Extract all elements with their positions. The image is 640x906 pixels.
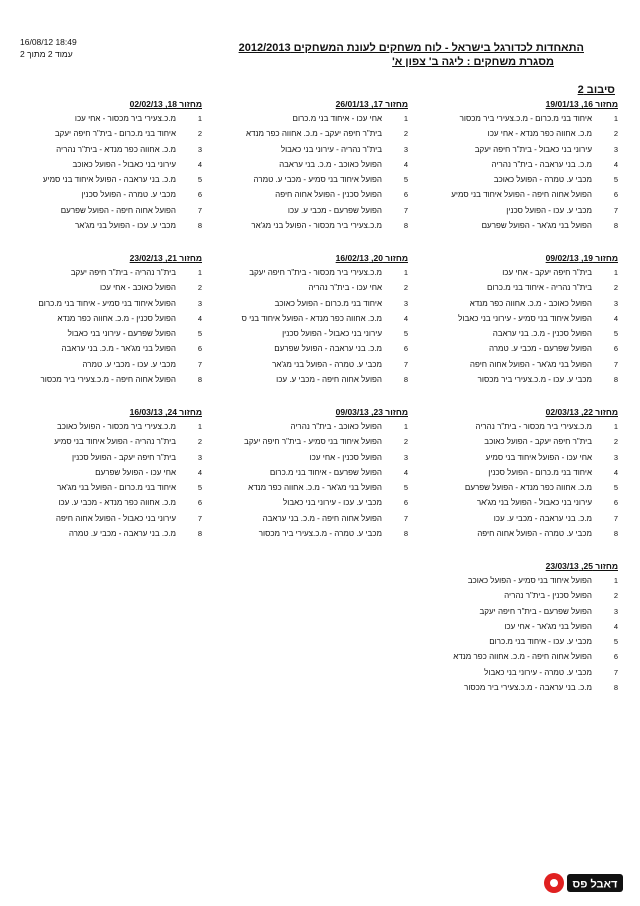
fixture-teams: מכבי ע. טמרה - הפועל סכנין bbox=[81, 190, 176, 200]
fixture-row bbox=[438, 280, 618, 295]
matchday-header: מחזור 18, 02/02/13 bbox=[129, 99, 202, 109]
fixture-teams: אחי עכו - הפועל איחוד בני סמיע bbox=[485, 452, 592, 462]
fixture-row bbox=[228, 526, 408, 541]
fixture-number: 2 bbox=[613, 129, 618, 139]
fixture-number: 3 bbox=[403, 452, 408, 462]
fixture-row bbox=[438, 142, 618, 157]
fixture-teams: הפועל בני מג'אר - מ.כ. אחווה כפר מנדא bbox=[248, 483, 382, 493]
fixture-teams: הפועל סכנין - מ.כ. בני עראבה bbox=[492, 329, 592, 339]
fixture-row bbox=[438, 511, 618, 526]
document-title: התאחדות לכדורגל בישראל - לוח משחקים לעונת המשחקים 2012/2013 bbox=[238, 42, 584, 54]
fixture-row bbox=[228, 280, 408, 295]
fixture-row bbox=[228, 187, 408, 202]
fixture-number: 3 bbox=[613, 606, 618, 616]
fixture-number: 3 bbox=[403, 144, 408, 154]
fixture-number: 1 bbox=[403, 114, 408, 123]
fixture-row bbox=[438, 495, 618, 510]
fixture-row bbox=[22, 265, 202, 280]
fixture-row bbox=[22, 326, 202, 341]
fixture-teams: מ.כ. אחווה כפר מנדא - הפועל איחוד בני ס bbox=[241, 313, 382, 323]
fixture-row bbox=[228, 372, 408, 387]
fixture-teams: מ.כ.צעירי ביר מכסור - בית"ר נהריה bbox=[475, 422, 592, 431]
fixture-teams: הפועל איחוד בני סמיע - איחוד בני מ.כרום bbox=[38, 298, 176, 308]
fixture-number: 1 bbox=[613, 422, 618, 431]
fixture-number: 7 bbox=[403, 513, 408, 523]
fixture-row bbox=[438, 126, 618, 141]
fixture-number: 1 bbox=[613, 114, 618, 123]
fixture-row bbox=[22, 465, 202, 480]
fixture-number: 3 bbox=[613, 298, 618, 308]
fixture-teams: הפועל אחוה חיפה - הפועל שפרעם bbox=[60, 205, 176, 215]
matchday-header: מחזור 24, 16/03/13 bbox=[129, 407, 202, 417]
fixture-row bbox=[438, 187, 618, 202]
fixture-teams: מכבי ע. טמרה - הפועל כאוכב bbox=[493, 175, 592, 185]
fixture-number: 4 bbox=[403, 159, 408, 169]
fixture-number: 8 bbox=[197, 221, 202, 231]
logo-text: דאבל פס bbox=[572, 878, 618, 891]
matchday-block bbox=[438, 559, 618, 695]
fixture-row bbox=[438, 111, 618, 126]
fixture-number: 7 bbox=[613, 359, 618, 369]
fixture-teams: מכבי ע. טמרה - עירוני בני כאבול bbox=[484, 667, 592, 677]
fixture-teams: הפועל סכנין - מ.כ. אחווה כפר מנדא bbox=[57, 313, 176, 323]
fixture-teams: מכבי ע. עכו - מ.כ.צעירי ביר מכסור bbox=[477, 375, 592, 385]
fixture-row bbox=[438, 604, 618, 619]
fixture-row bbox=[228, 480, 408, 495]
fixture-number: 2 bbox=[403, 283, 408, 293]
fixture-number: 5 bbox=[613, 175, 618, 185]
fixture-teams: בית"ר נהריה - הפועל איחוד בני סמיע bbox=[54, 437, 176, 447]
fixture-row bbox=[438, 450, 618, 465]
fixture-row bbox=[438, 526, 618, 541]
fixture-number: 8 bbox=[197, 375, 202, 385]
matchday-header: מחזור 17, 26/01/13 bbox=[335, 99, 408, 109]
fixture-number: 7 bbox=[613, 205, 618, 215]
matchday-block bbox=[228, 405, 408, 541]
fixture-row bbox=[438, 465, 618, 480]
fixture-number: 4 bbox=[197, 159, 202, 169]
fixture-teams: מכבי ע. עכו - הפועל בני מג'אר bbox=[75, 221, 176, 231]
fixture-row bbox=[228, 326, 408, 341]
fixture-teams: הפועל שפרעם - מכבי ע. עכו bbox=[287, 205, 382, 215]
fixture-number: 4 bbox=[403, 467, 408, 477]
fixture-row bbox=[438, 157, 618, 172]
fixture-row bbox=[22, 126, 202, 141]
fixture-teams: מ.כ. אחווה כפר מנדא - אחי עכו bbox=[487, 129, 592, 139]
fixture-number: 6 bbox=[403, 498, 408, 508]
fixture-teams: אחי עכו - בית"ר נהריה bbox=[308, 283, 382, 293]
fixture-number: 2 bbox=[197, 437, 202, 447]
fixture-number: 3 bbox=[403, 298, 408, 308]
fixture-number: 3 bbox=[613, 144, 618, 154]
fixture-row bbox=[228, 511, 408, 526]
fixture-teams: הפועל שפרעם - מכבי ע. טמרה bbox=[488, 344, 592, 354]
fixture-row bbox=[228, 311, 408, 326]
matchday-block bbox=[22, 251, 202, 387]
page-number: עמוד 2 מתוך 2 bbox=[20, 49, 73, 59]
fixture-number: 5 bbox=[197, 483, 202, 493]
fixture-teams: מ.כ. בני עראבה - מ.כ.צעירי ביר מכסור bbox=[464, 683, 592, 693]
fixture-number: 1 bbox=[613, 576, 618, 585]
fixture-row bbox=[22, 296, 202, 311]
fixture-teams: הפועל איחוד בני סמיע - מכבי ע. טמרה bbox=[253, 175, 382, 185]
fixture-number: 6 bbox=[613, 344, 618, 354]
fixture-row bbox=[438, 357, 618, 372]
fixture-number: 6 bbox=[197, 344, 202, 354]
fixture-teams: אחי עכו - איחוד בני מ.כרום bbox=[292, 114, 382, 123]
fixture-row bbox=[228, 126, 408, 141]
fixture-number: 5 bbox=[403, 329, 408, 339]
fixture-number: 2 bbox=[613, 591, 618, 601]
fixture-teams: מ.כ. בני עראבה - מכבי ע. עכו bbox=[493, 513, 592, 523]
fixture-row bbox=[22, 419, 202, 434]
fixture-number: 6 bbox=[403, 190, 408, 200]
fixture-teams: הפועל איחוד בני סמיע - עירוני בני כאבול bbox=[458, 313, 592, 323]
fixture-number: 8 bbox=[403, 375, 408, 385]
fixture-teams: הפועל כאוכב - מ.כ. בני עראבה bbox=[279, 159, 382, 169]
fixture-teams: איחוד בני מ.כרום - הפועל בני מג'אר bbox=[57, 483, 176, 493]
fixture-number: 6 bbox=[613, 652, 618, 662]
fixture-teams: מכבי ע. טמרה - הפועל אחוה חיפה bbox=[477, 529, 592, 539]
fixture-teams: הפועל כאוכב - מ.כ. אחווה כפר מנדא bbox=[469, 298, 592, 308]
fixture-teams: בית"ר נהריה - בית"ר חיפה יעקב bbox=[70, 268, 176, 277]
fixture-teams: בית"ר חיפה יעקב - הפועל סכנין bbox=[71, 452, 176, 462]
fixture-row bbox=[22, 111, 202, 126]
fixture-teams: הפועל שפרעם - איחוד בני מ.כרום bbox=[269, 467, 382, 477]
fixture-teams: הפועל שפרעם - בית"ר חיפה יעקב bbox=[479, 606, 592, 616]
fixture-row bbox=[438, 619, 618, 634]
fixture-teams: הפועל סכנין - בית"ר נהריה bbox=[504, 591, 592, 601]
fixture-number: 3 bbox=[197, 298, 202, 308]
fixture-row bbox=[438, 172, 618, 187]
fixture-row bbox=[228, 419, 408, 434]
fixture-number: 7 bbox=[613, 667, 618, 677]
document-header bbox=[239, 42, 584, 68]
fixture-row bbox=[22, 357, 202, 372]
matchday-header: מחזור 23, 09/03/13 bbox=[335, 407, 408, 417]
fixture-number: 6 bbox=[613, 498, 618, 508]
fixture-number: 1 bbox=[197, 268, 202, 277]
fixture-number: 6 bbox=[613, 190, 618, 200]
fixture-row bbox=[22, 480, 202, 495]
fixture-row bbox=[438, 296, 618, 311]
fixture-teams: מ.כ. בני עראבה - הפועל שפרעם bbox=[274, 344, 382, 354]
matchday-header: מחזור 20, 16/02/13 bbox=[335, 253, 408, 263]
fixture-row bbox=[438, 480, 618, 495]
fixture-teams: מ.כ.צעירי ביר מכסור - אחי עכו bbox=[74, 114, 176, 123]
fixture-number: 4 bbox=[403, 313, 408, 323]
fixture-number: 2 bbox=[403, 437, 408, 447]
fixture-number: 1 bbox=[197, 422, 202, 431]
fixture-row bbox=[22, 203, 202, 218]
fixture-teams: בית"ר נהריה - איחוד בני מ.כרום bbox=[487, 283, 592, 293]
fixture-teams: מ.כ. אחווה כפר מנדא - מכבי ע. עכו bbox=[58, 498, 176, 508]
fixture-row bbox=[228, 341, 408, 356]
fixture-row bbox=[228, 450, 408, 465]
fixture-teams: הפועל אחוה חיפה - הפועל איחוד בני סמיע bbox=[451, 190, 592, 200]
fixture-row bbox=[22, 142, 202, 157]
fixture-teams: עירוני בני כאבול - הפועל בני מג'אר bbox=[476, 498, 592, 508]
fixture-number: 5 bbox=[197, 329, 202, 339]
fixture-row bbox=[438, 265, 618, 280]
fixture-teams: בית"ר חיפה יעקב - מ.כ. אחווה כפר מנדא bbox=[245, 129, 382, 139]
fixture-number: 8 bbox=[613, 529, 618, 539]
fixture-number: 7 bbox=[197, 359, 202, 369]
fixture-teams: הפועל שפרעם - עירוני בני כאבול bbox=[67, 329, 176, 339]
fixture-teams: מ.כ. בני עראבה - מכבי ע. טמרה bbox=[68, 529, 176, 539]
fixture-row bbox=[22, 172, 202, 187]
fixture-number: 1 bbox=[403, 422, 408, 431]
fixture-teams: הפועל סכנין - אחי עכו bbox=[309, 452, 382, 462]
fixture-number: 1 bbox=[197, 114, 202, 123]
fixture-teams: מ.כ.צעירי ביר מכסור - הפועל כאוכב bbox=[57, 422, 176, 431]
fixture-teams: מכבי ע. עכו - איחוד בני מ.כרום bbox=[489, 637, 592, 647]
print-datetime: 16/08/12 18:49 bbox=[20, 37, 77, 47]
fixture-number: 4 bbox=[197, 467, 202, 477]
fixture-teams: עירוני בני כאבול - הפועל אחוה חיפה bbox=[55, 513, 176, 523]
fixture-row bbox=[22, 450, 202, 465]
fixture-row bbox=[22, 280, 202, 295]
matchday-header: מחזור 16, 19/01/13 bbox=[545, 99, 618, 109]
fixture-teams: הפועל אחוה חיפה - מ.כ. אחווה כפר מנדא bbox=[453, 652, 592, 662]
fixture-teams: הפועל כאוכב - אחי עכו bbox=[99, 283, 176, 293]
fixture-teams: הפועל איחוד בני סמיע - בית"ר חיפה יעקב bbox=[244, 437, 382, 447]
fixture-row bbox=[22, 511, 202, 526]
matchday-header: מחזור 19, 09/02/13 bbox=[545, 253, 618, 263]
fixture-number: 4 bbox=[197, 313, 202, 323]
fixture-teams: מכבי ע. טמרה - מ.כ.צעירי ביר מכסור bbox=[258, 529, 382, 539]
fixture-teams: מ.כ. אחווה כפר מנדא - בית"ר נהריה bbox=[56, 144, 176, 154]
fixture-number: 6 bbox=[403, 344, 408, 354]
fixture-number: 7 bbox=[613, 513, 618, 523]
document-subtitle: מסגרת משחקים : ליגה ב' צפון א' bbox=[392, 56, 554, 68]
fixture-number: 4 bbox=[613, 159, 618, 169]
fixture-number: 4 bbox=[613, 467, 618, 477]
fixture-teams: מכבי ע. עכו - מכבי ע. טמרה bbox=[82, 359, 176, 369]
fixture-row bbox=[228, 434, 408, 449]
fixture-row bbox=[22, 526, 202, 541]
fixture-teams: עירוני בני כאבול - הפועל כאוכב bbox=[72, 159, 176, 169]
fixture-teams: עירוני בני כאבול - הפועל סכנין bbox=[282, 329, 382, 339]
fixture-row bbox=[228, 203, 408, 218]
fixture-teams: הפועל אחוה חיפה - מכבי ע. עכו bbox=[276, 375, 382, 385]
fixture-number: 1 bbox=[403, 268, 408, 277]
fixture-row bbox=[438, 311, 618, 326]
fixture-row bbox=[22, 218, 202, 233]
fixture-row bbox=[22, 187, 202, 202]
fixture-row bbox=[438, 680, 618, 695]
fixture-number: 5 bbox=[613, 483, 618, 493]
fixture-row bbox=[438, 419, 618, 434]
fixture-number: 2 bbox=[613, 437, 618, 447]
fixture-number: 8 bbox=[197, 529, 202, 539]
fixture-row bbox=[228, 495, 408, 510]
fixture-teams: הפועל אחוה חיפה - מ.כ. בני עראבה bbox=[262, 513, 382, 523]
fixture-teams: הפועל סכנין - הפועל אחוה חיפה bbox=[275, 190, 382, 200]
fixture-row bbox=[22, 372, 202, 387]
fixture-teams: מ.כ.צעירי ביר מכסור - בית"ר חיפה יעקב bbox=[249, 268, 382, 277]
matchday-block bbox=[438, 251, 618, 387]
matchday-header: מחזור 25, 23/03/13 bbox=[545, 561, 618, 571]
fixture-teams: מ.כ. בני עראבה - בית"ר נהריה bbox=[491, 159, 592, 169]
fixture-row bbox=[22, 495, 202, 510]
fixture-number: 2 bbox=[197, 129, 202, 139]
fixture-number: 2 bbox=[403, 129, 408, 139]
fixture-row bbox=[438, 634, 618, 649]
fixture-number: 8 bbox=[613, 683, 618, 693]
fixture-teams: בית"ר חיפה יעקב - אחי עכו bbox=[502, 268, 592, 277]
matchday-block bbox=[438, 405, 618, 541]
fixture-number: 5 bbox=[197, 175, 202, 185]
fixture-row bbox=[228, 172, 408, 187]
fixture-number: 6 bbox=[197, 190, 202, 200]
fixture-number: 3 bbox=[197, 452, 202, 462]
fixture-teams: הפועל איחוד בני סמיע - הפועל כאוכב bbox=[467, 576, 592, 585]
fixture-number: 3 bbox=[613, 452, 618, 462]
fixture-row bbox=[228, 296, 408, 311]
fixture-row bbox=[22, 157, 202, 172]
fixture-row bbox=[438, 434, 618, 449]
fixture-teams: מ.כ. בני עראבה - הפועל איחוד בני סמיע bbox=[42, 175, 176, 185]
fixture-number: 8 bbox=[403, 221, 408, 231]
double-pass-logo bbox=[541, 872, 625, 894]
fixture-row bbox=[22, 341, 202, 356]
matchday-block bbox=[22, 405, 202, 541]
fixture-number: 8 bbox=[613, 221, 618, 231]
fixture-row bbox=[438, 341, 618, 356]
round-label: סיבוב 2 bbox=[577, 84, 615, 96]
fixture-teams: הפועל כאוכב - בית"ר נהריה bbox=[290, 422, 382, 431]
fixture-number: 2 bbox=[197, 283, 202, 293]
fixture-row bbox=[228, 142, 408, 157]
fixture-row bbox=[228, 265, 408, 280]
fixture-number: 8 bbox=[613, 375, 618, 385]
fixture-teams: מ.כ. אחווה כפר מנדא - הפועל שפרעם bbox=[464, 483, 592, 493]
fixture-teams: הפועל בני מג'אר - הפועל אחוה חיפה bbox=[469, 359, 592, 369]
matchday-header: מחזור 21, 23/02/13 bbox=[129, 253, 202, 263]
fixture-number: 7 bbox=[197, 513, 202, 523]
fixture-teams: איחוד בני מ.כרום - בית"ר חיפה יעקב bbox=[54, 129, 176, 139]
matchday-block bbox=[438, 97, 618, 233]
fixture-number: 4 bbox=[613, 621, 618, 631]
fixture-number: 4 bbox=[613, 313, 618, 323]
fixture-row bbox=[438, 649, 618, 664]
fixture-number: 5 bbox=[403, 483, 408, 493]
fixture-number: 7 bbox=[403, 359, 408, 369]
fixture-number: 3 bbox=[197, 144, 202, 154]
fixture-number: 6 bbox=[197, 498, 202, 508]
fixture-number: 5 bbox=[613, 329, 618, 339]
fixture-teams: הפועל בני מג'אר - מ.כ. בני עראבה bbox=[61, 344, 176, 354]
fixture-teams: מ.כ.צעירי ביר מכסור - הפועל בני מג'אר bbox=[251, 221, 382, 231]
fixture-row bbox=[228, 218, 408, 233]
fixture-teams: בית"ר נהריה - עירוני בני כאבול bbox=[280, 144, 382, 154]
fixture-number: 5 bbox=[403, 175, 408, 185]
fixture-row bbox=[228, 465, 408, 480]
fixture-number: 7 bbox=[403, 205, 408, 215]
matchday-block bbox=[228, 251, 408, 387]
fixture-row bbox=[22, 434, 202, 449]
fixture-number: 7 bbox=[197, 205, 202, 215]
fixture-row bbox=[228, 157, 408, 172]
fixture-row bbox=[438, 218, 618, 233]
fixture-row bbox=[438, 665, 618, 680]
fixture-row bbox=[438, 588, 618, 603]
fixture-teams: הפועל בני מג'אר - הפועל שפרעם bbox=[481, 221, 592, 231]
fixture-teams: איחוד בני מ.כרום - הפועל סכנין bbox=[488, 467, 592, 477]
fixture-teams: אחי עכו - הפועל שפרעם bbox=[95, 467, 176, 477]
fixture-teams: בית"ר חיפה יעקב - הפועל כאוכב bbox=[484, 437, 592, 447]
matchday-header: מחזור 22, 02/03/13 bbox=[545, 407, 618, 417]
fixture-row bbox=[438, 372, 618, 387]
fixture-teams: עירוני בני כאבול - בית"ר חיפה יעקב bbox=[474, 144, 592, 154]
fixture-teams: מכבי ע. עכו - הפועל סכנין bbox=[506, 205, 592, 215]
fixture-number: 8 bbox=[403, 529, 408, 539]
fixture-number: 2 bbox=[613, 283, 618, 293]
fixture-row bbox=[228, 111, 408, 126]
fixture-number: 1 bbox=[613, 268, 618, 277]
fixture-teams: איחוד בני מ.כרום - הפועל כאוכב bbox=[274, 298, 382, 308]
fixture-teams: הפועל בני מג'אר - אחי עכו bbox=[504, 621, 592, 631]
print-stamp bbox=[20, 36, 77, 60]
fixture-row bbox=[438, 203, 618, 218]
fixture-row bbox=[438, 573, 618, 588]
matchday-block bbox=[228, 97, 408, 233]
fixture-number: 5 bbox=[613, 637, 618, 647]
fixture-row bbox=[438, 326, 618, 341]
fixture-row bbox=[228, 357, 408, 372]
fixture-teams: איחוד בני מ.כרום - מ.כ.צעירי ביר מכסור bbox=[459, 114, 592, 123]
fixture-teams: מכבי ע. עכו - עירוני בני כאבול bbox=[283, 498, 382, 508]
fixture-teams: מכבי ע. טמרה - הפועל בני מג'אר bbox=[272, 359, 382, 369]
fixture-teams: הפועל אחוה חיפה - מ.כ.צעירי ביר מכסור bbox=[40, 375, 176, 385]
fixture-row bbox=[22, 311, 202, 326]
matchday-block bbox=[22, 97, 202, 233]
